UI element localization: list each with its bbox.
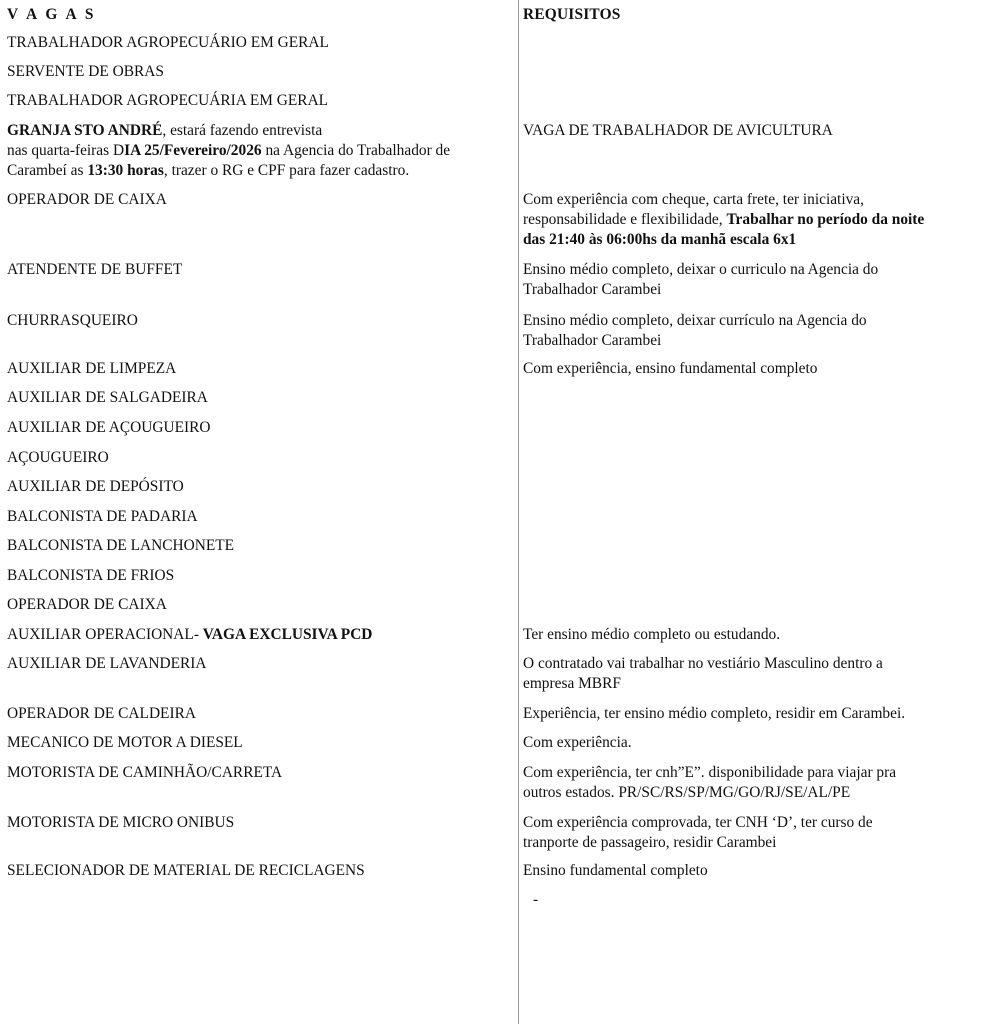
requisito-buffet-line-2: Trabalhador Carambei [523, 281, 662, 298]
granja-line-3 [7, 161, 409, 181]
granja-line-1 [7, 121, 322, 141]
requisito-emphasis: Trabalhar no período da noite [726, 211, 925, 228]
granja-text: , trazer o RG e CPF para fazer cadastro. [163, 162, 410, 179]
vaga-item: BALCONISTA DE LANCHONETE [7, 537, 235, 554]
requisito-text: responsabilidade e flexibilidade, [523, 211, 727, 228]
vaga-item-operacional [7, 625, 372, 645]
vaga-item: TRABALHADOR AGROPECUÁRIO EM GERAL [7, 34, 329, 51]
vagas-header: V A G A S [7, 6, 96, 23]
vaga-item: AUXILIAR DE LAVANDERIA [7, 655, 207, 672]
granja-line-2 [7, 141, 450, 161]
requisito-caixa-line-2 [523, 210, 924, 230]
vaga-item: OPERADOR DE CALDEIRA [7, 705, 196, 722]
granja-text: na Agencia do Trabalhador de [261, 142, 451, 159]
requisito-churrasqueiro-line-1: Ensino médio completo, deixar currículo na Agencia do [523, 312, 867, 329]
vaga-item: SERVENTE DE OBRAS [7, 63, 164, 80]
requisitos-header: REQUISITOS [523, 6, 621, 23]
vaga-item: MOTORISTA DE MICRO ONIBUS [7, 814, 235, 831]
vaga-name: AUXILIAR OPERACIONAL- [7, 626, 203, 643]
vaga-item: AUXILIAR DE LIMPEZA [7, 360, 177, 377]
pcd-badge: VAGA EXCLUSIVA PCD [202, 626, 373, 643]
vaga-item: OPERADOR DE CAIXA [7, 596, 167, 613]
requisito-carreta-line-2: outros estados. PR/SC/RS/SP/MG/GO/RJ/SE/AL/PE [523, 784, 851, 801]
granja-date: IA 25/Fevereiro/2026 [124, 142, 262, 159]
vaga-item: SELECIONADOR DE MATERIAL DE RECICLAGENS [7, 862, 365, 879]
vaga-item: TRABALHADOR AGROPECUÁRIA EM GERAL [7, 92, 329, 109]
requisito-limpeza: Com experiência, ensino fundamental completo [523, 360, 818, 377]
vaga-item: AUXILIAR DE SALGADEIRA [7, 389, 208, 406]
requisito-operacional: Ter ensino médio completo ou estudando. [523, 626, 781, 643]
requisito-caldeira: Experiência, ter ensino médio completo, residir em Carambei. [523, 705, 906, 722]
requisito-carreta-line-1: Com experiência, ter cnh”E”. disponibilidade para viajar pra [523, 764, 897, 781]
column-divider [518, 0, 519, 1024]
vaga-item: AUXILIAR DE DEPÓSITO [7, 478, 184, 495]
vaga-item: ATENDENTE DE BUFFET [7, 261, 183, 278]
requisito-buffet-line-1: Ensino médio completo, deixar o curriculo na Agencia do [523, 261, 879, 278]
vaga-item: MECANICO DE MOTOR A DIESEL [7, 734, 243, 751]
requisito-onibus-line-2: tranporte de passageiro, residir Carambei [523, 834, 777, 851]
granja-text: Carambeí as [7, 162, 88, 179]
requisito-mecanico: Com experiência. [523, 734, 632, 751]
vaga-item: OPERADOR DE CAIXA [7, 191, 167, 208]
vaga-item: AUXILIAR DE AÇOUGUEIRO [7, 419, 211, 436]
requisito-lavanderia-line-2: empresa MBRF [523, 675, 621, 692]
requisito-onibus-line-1: Com experiência comprovada, ter CNH ‘D’, ter curso de [523, 814, 873, 831]
requisito-emphasis: das 21:40 às 06:00hs da manhã escala 6x1 [523, 231, 797, 248]
requisito-caixa-line-1: Com experiência com cheque, carta frete, ter iniciativa, [523, 191, 864, 208]
vaga-item: MOTORISTA DE CAMINHÃO/CARRETA [7, 764, 283, 781]
granja-text: nas quarta-feiras D [7, 142, 125, 159]
vaga-item: AÇOUGUEIRO [7, 449, 109, 466]
granja-text: , estará fazendo entrevista [162, 122, 323, 139]
vaga-item: CHURRASQUEIRO [7, 312, 138, 329]
trailing-dash: - [533, 891, 539, 908]
requisito-caixa-line-3 [523, 230, 796, 250]
granja-time: 13:30 horas [87, 162, 164, 179]
requisito-avicultura: VAGA DE TRABALHADOR DE AVICULTURA [523, 122, 833, 139]
vaga-item: BALCONISTA DE PADARIA [7, 508, 198, 525]
requisito-churrasqueiro-line-2: Trabalhador Carambei [523, 332, 662, 349]
requisito-reciclagem: Ensino fundamental completo [523, 862, 708, 879]
granja-name: GRANJA STO ANDRÉ [7, 122, 163, 139]
requisito-lavanderia-line-1: O contratado vai trabalhar no vestiário Masculino dentro a [523, 655, 883, 672]
vaga-item: BALCONISTA DE FRIOS [7, 567, 175, 584]
